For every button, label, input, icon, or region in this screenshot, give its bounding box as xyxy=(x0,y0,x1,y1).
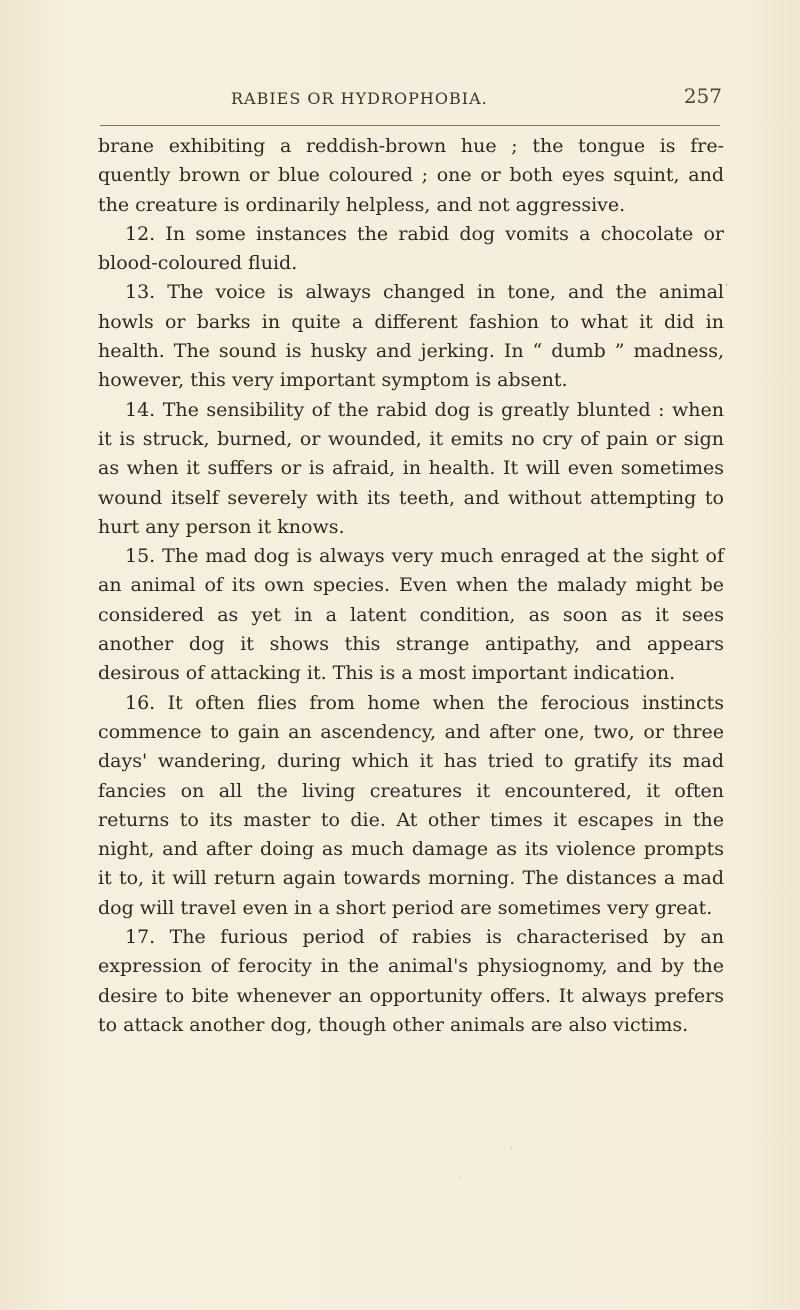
body-text xyxy=(98,132,724,1040)
paper-speck xyxy=(458,1176,460,1178)
header-rule xyxy=(100,125,720,126)
paragraph-16: 16. It often flies from home when the ferocious instincts commence to gain an ascendency, and after one, two, or three days' wandering, during which it has tried to gratify its mad fancies on all the living creatures it encountered, it often returns to its master to die. At other times it escapes in the night, and after doing as much damage as its violence prompts it to, it will return again towards morning. The distances a mad dog will travel even in a short period are sometimes very great. xyxy=(98,691,724,919)
paragraph-15: 15. The mad dog is always very much enraged at the sight of an animal of its own species. Even when the malady might be considered as yet in a latent condition, as soon as it sees another dog it shows this strange antipathy, and appears desirous of attacking it. This is a most important indication. xyxy=(98,545,724,685)
paragraph-12: 12. In some instances the rabid dog vomits a chocolate or blood-coloured fluid. xyxy=(98,222,724,275)
page-number: 257 xyxy=(683,84,722,108)
paragraph-14: 14. The sensibility of the rabid dog is greatly blunted : when it is struck, burned, or wounded, it emits no cry of pain or sign as when it suffers or is afraid, in health. It will even sometimes wound itself severely with its teeth, and without attempting to hurt any person it knows. xyxy=(98,398,724,538)
running-head xyxy=(98,84,722,114)
paper-speck xyxy=(725,283,728,286)
paragraph-13: 13. The voice is always changed in tone, and the animal howls or barks in quite a different fashion to what it did in health. The sound is husky and jerking. In “ dumb ” madness, however, this very important symptom is absent. xyxy=(98,281,724,392)
paper-speck xyxy=(510,1146,512,1149)
paragraph-17: 17. The furious period of rabies is characterised by an expression of ferocity in the animal's physiognomy, and by the desire to bite whenever an opportunity offers. It always prefers to attack another dog, though other animals are also victims. xyxy=(98,926,724,1036)
running-title: RABIES OR HYDROPHOBIA. xyxy=(231,89,488,108)
paragraph-continuation: brane exhibiting a reddish-brown hue ; the tongue is fre- quently brown or blue coloured ; one or both eyes squint, and the creature is ordinarily helpless, and not aggressive. xyxy=(98,135,724,216)
